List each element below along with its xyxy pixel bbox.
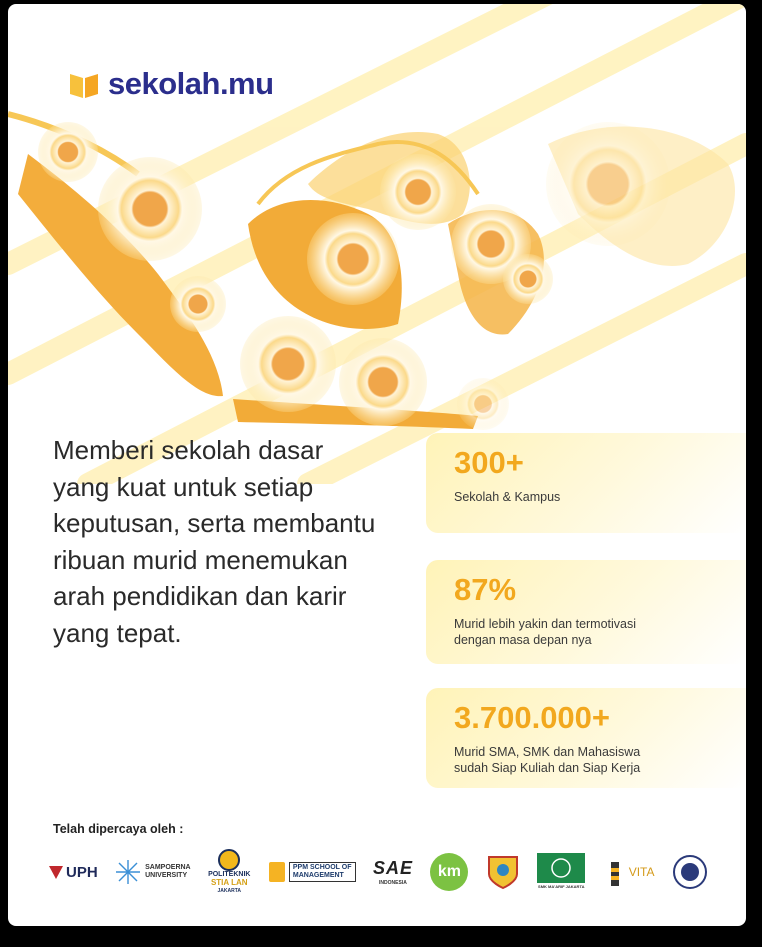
sae-logo: SAE INDONESIA	[372, 857, 413, 886]
nu-emblem-icon	[537, 853, 585, 883]
book-icon	[68, 68, 100, 100]
uph-shield-icon	[48, 864, 64, 880]
stia-lan-logo: POLITEKNIK STIA LAN JAKARTA	[208, 849, 250, 895]
crest-icon	[486, 854, 520, 890]
headline-text: Memberi sekolah dasar yang kuat untuk setiap keputusan, serta membantu ribuan murid menemukan arah pendidikan dan karir yang tepat.	[53, 435, 376, 648]
smk-maarif-logo: SMK MA'ARIF JAKARTA	[537, 853, 585, 891]
brand-name: sekolah.mu	[108, 66, 274, 101]
stat-value: 87%	[454, 572, 517, 607]
seal-icon	[672, 854, 708, 890]
partner-logos	[48, 846, 708, 898]
university-seal-logo	[672, 854, 708, 890]
ppm-logo: PPM SCHOOL OF MANAGEMENT	[268, 861, 356, 883]
stat-label: Murid lebih yakin dan termotivasi dengan masa depan nya	[454, 617, 637, 647]
vita-logo: VITA	[603, 856, 655, 888]
stat-value: 300+	[454, 445, 524, 480]
school-crest-logo	[486, 854, 520, 890]
stat-value: 3.700.000+	[454, 700, 611, 735]
km-logo: km	[430, 853, 468, 891]
lighthouse-icon	[603, 856, 627, 888]
sampoerna-logo: SAMPOERNA UNIVERSITY	[115, 859, 191, 885]
promo-card	[8, 4, 746, 926]
stat-card-schools	[426, 433, 746, 533]
stia-emblem-icon	[218, 849, 240, 871]
stat-label: Sekolah & Kampus	[454, 490, 561, 504]
ppm-emblem-icon	[268, 861, 286, 883]
stat-label: Murid SMA, SMK dan Mahasiswa sudah Siap Kuliah dan Siap Kerja	[454, 745, 641, 775]
stat-card-motivation	[426, 560, 746, 664]
uph-logo: UPH	[48, 864, 98, 881]
sampoerna-star-icon	[115, 859, 141, 885]
stat-card-students	[426, 688, 746, 788]
brand-logo	[68, 66, 274, 102]
trusted-by-label: Telah dipercaya oleh :	[53, 822, 184, 836]
